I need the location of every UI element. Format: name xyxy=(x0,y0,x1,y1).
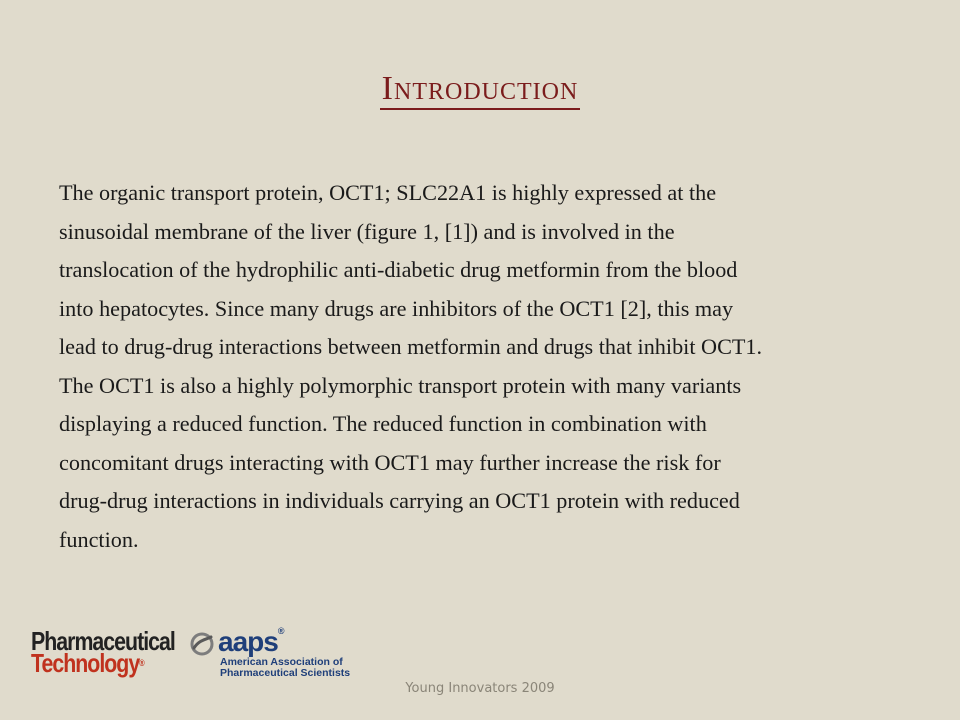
slide-footer: Young Innovators 2009 xyxy=(405,681,555,696)
aaps-wordmark-text: aaps xyxy=(218,626,278,657)
pt-logo-line1: Pharmaceutical xyxy=(31,626,175,656)
aaps-full-name xyxy=(220,657,360,679)
aaps-name-line2: Pharmaceutical Scientists xyxy=(220,667,351,679)
slide-title xyxy=(0,70,960,108)
body-line: drug-drug interactions in individuals carrying an OCT1 protein with reduced xyxy=(59,488,740,513)
pt-registered-mark: ® xyxy=(139,658,145,668)
body-line: The organic transport protein, OCT1; SLC22A1 is highly expressed at the xyxy=(59,180,717,205)
aaps-wordmark xyxy=(218,626,283,658)
body-line: The OCT1 is also a highly polymorphic transport protein with many variants xyxy=(59,372,742,398)
slide-body xyxy=(59,174,919,559)
body-line: translocation of the hydrophilic anti-diabetic drug metformin from the blood xyxy=(59,257,738,282)
body-line: function. xyxy=(59,526,139,552)
body-line: concomitant drugs interacting with OCT1 may further increase the risk for xyxy=(59,449,721,475)
aaps-registered-mark: ® xyxy=(277,626,284,636)
body-line: sinusoidal membrane of the liver (figure 1, [1]) and is involved in the xyxy=(59,218,675,244)
pharmaceutical-technology-logo xyxy=(31,626,175,678)
pt-logo-line2-text: Technology xyxy=(31,648,140,678)
aaps-swoosh-icon xyxy=(190,632,214,656)
aaps-name-line1: American Association of xyxy=(220,656,343,668)
slide-title-text: Introduction xyxy=(380,70,581,110)
body-line: displaying a reduced function. The reduced function in combination with xyxy=(59,411,707,436)
aaps-logo xyxy=(190,628,360,684)
body-line: into hepatocytes. Since many drugs are inhibitors of the OCT1 [2], this may xyxy=(59,295,734,321)
body-line: lead to drug-drug interactions between metformin and drugs that inhibit OCT1. xyxy=(59,334,763,359)
